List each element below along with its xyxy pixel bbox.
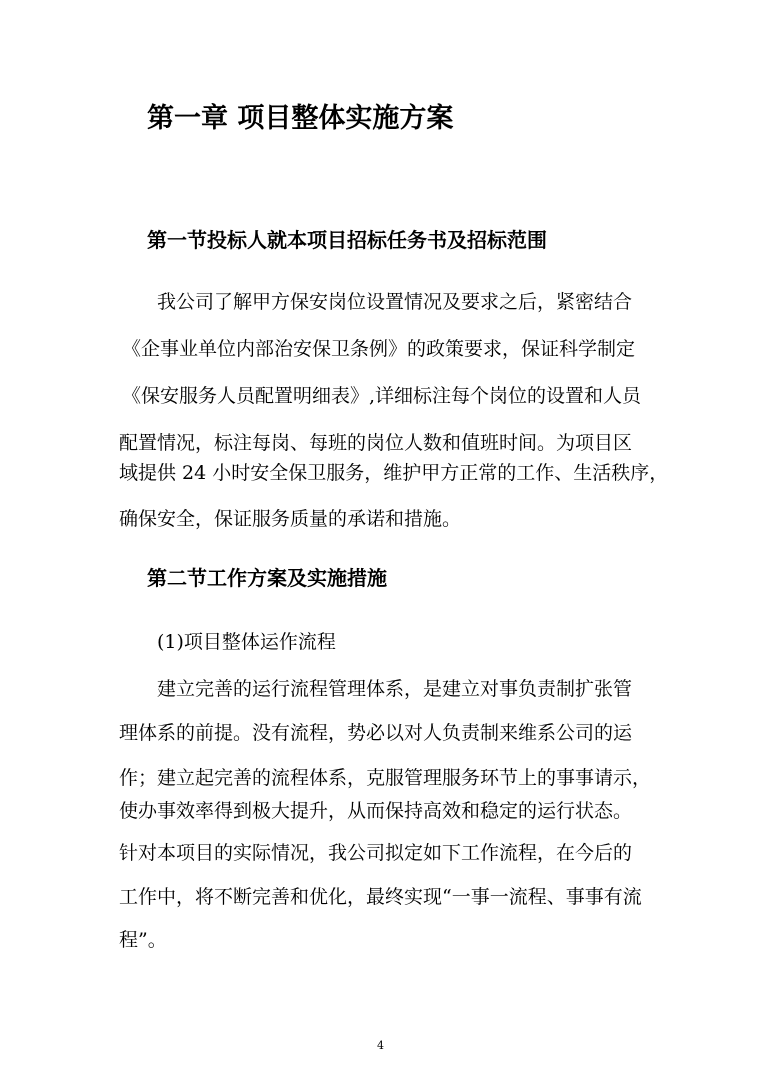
- paragraph-line: 使办事效率得到极大提升，从而保持高效和稳定的运行状态。: [119, 800, 633, 822]
- paragraph-line: 《企事业单位内部治安保卫条例》的政策要求，保证科学制定: [122, 338, 636, 360]
- paragraph-line: 针对本项目的实际情况，我公司拟定如下工作流程，在今后的: [119, 842, 633, 864]
- paragraph-line: 确保安全，保证服务质量的承诺和措施。: [119, 508, 462, 530]
- section-2-title: 第二节工作方案及实施措施: [147, 566, 387, 590]
- paragraph-line: 作；建立起完善的流程体系，克服管理服务环节上的事事请示，: [119, 767, 652, 789]
- paragraph-line: 理体系的前提。没有流程，势必以对人负责制来维系公司的运: [119, 722, 633, 744]
- paragraph-line: 我公司了解甲方保安岗位设置情况及要求之后，紧密结合: [157, 291, 633, 313]
- page-number: 4: [377, 1039, 384, 1052]
- paragraph-line: 《保安服务人员配置明细表》,详细标注每个岗位的设置和人员: [122, 385, 642, 407]
- paragraph-line: 工作中，将不断完善和优化，最终实现“一事一流程、事事有流: [119, 886, 642, 908]
- paragraph-line: 程”。: [119, 929, 167, 951]
- paragraph-line: 建立完善的运行流程管理体系，是建立对事负责制扩张管: [157, 678, 633, 700]
- chapter-title: 第一章 项目整体实施方案: [147, 103, 454, 134]
- section-1-title: 第一节投标人就本项目招标任务书及招标范围: [147, 228, 547, 252]
- paragraph-line: 配置情况，标注每岗、每班的岗位人数和值班时间。为项目区: [119, 432, 633, 454]
- paragraph-line: 域提供 24 小时安全保卫服务，维护甲方正常的工作、生活秩序，: [119, 462, 669, 484]
- subheading: (1)项目整体运作流程: [157, 631, 336, 653]
